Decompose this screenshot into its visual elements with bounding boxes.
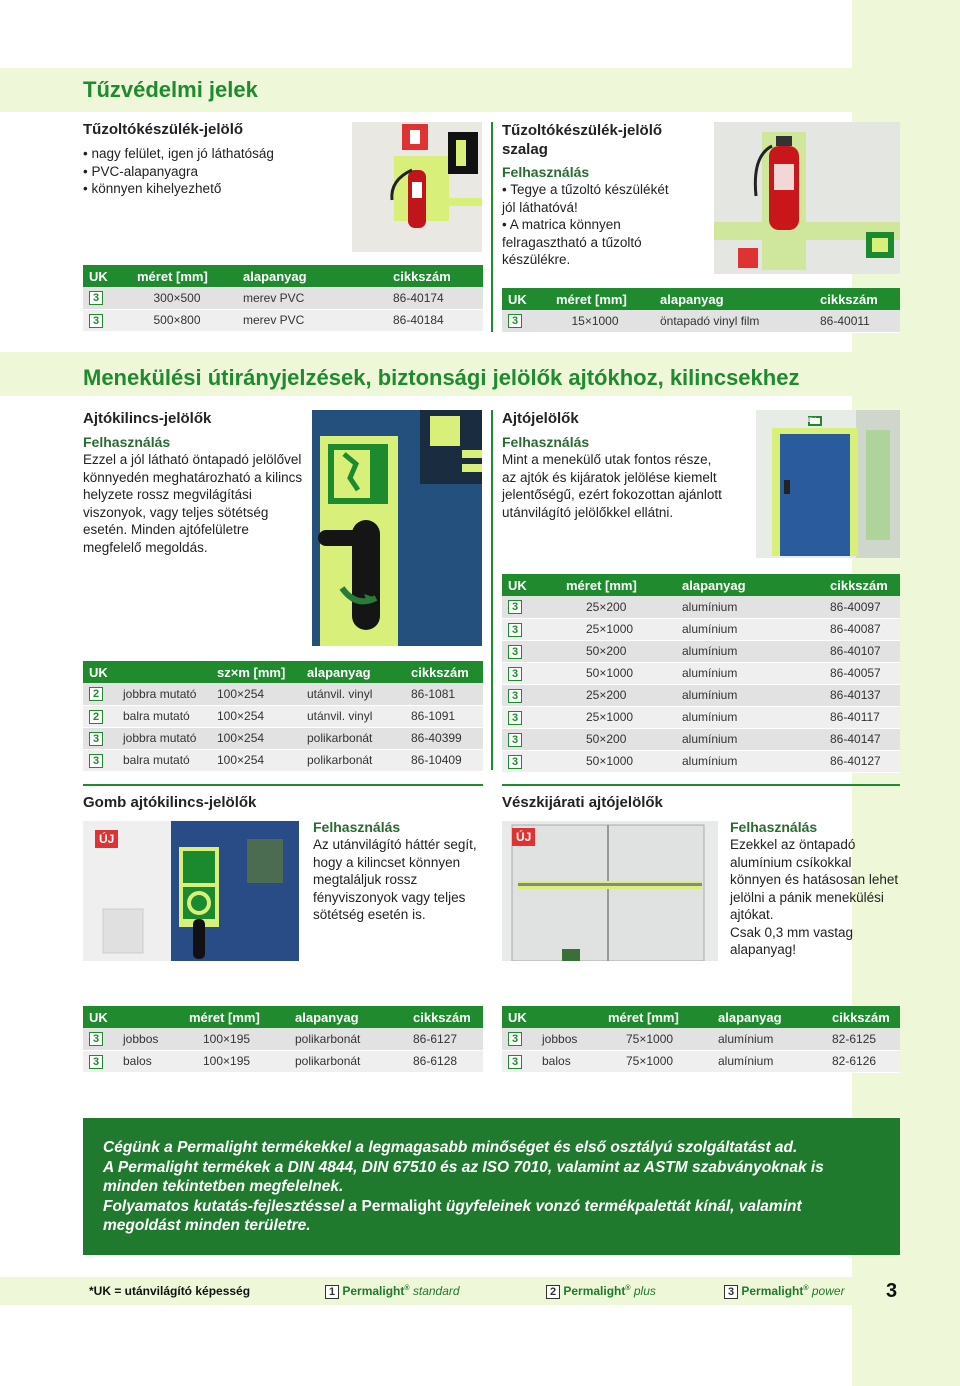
usage-label: Felhasználás: [502, 164, 590, 180]
level-badge: 3: [508, 755, 522, 769]
section3-table: [83, 661, 483, 772]
section-title-door-markers: Ajtójelölők: [502, 410, 579, 427]
cell-material: alumínium: [676, 684, 824, 706]
cell-material: polikarbonát: [301, 749, 405, 771]
level-badge: 3: [508, 667, 522, 681]
level-badge: 2: [546, 1285, 560, 1299]
cell-size: 50×1000: [536, 662, 676, 684]
banner-text: Folyamatos kutatás-fejlesztéssel a: [103, 1197, 358, 1215]
table-row: [502, 728, 900, 750]
banner-text: ügyfeleinek vonzó termékpalettát kínál, valamint megoldást minden területre.: [103, 1197, 802, 1234]
section6-note: Csak 0,3 mm vastag alapanyag!: [730, 924, 854, 957]
col-header: UK: [83, 661, 117, 683]
col-header: [536, 1006, 586, 1028]
cell-material: alumínium: [676, 640, 824, 662]
cell-material: alumínium: [712, 1050, 826, 1072]
level-badge: 2: [89, 710, 103, 724]
cell-size: 300×500: [117, 287, 237, 309]
cell-code: 86-1091: [405, 705, 483, 727]
section5-text: Az utánvilágító háttér segít, hogy a kilincset könnyen megtaláljuk rossz fényviszonyok vagy teljes sötétség esetén is.: [313, 837, 477, 922]
section-title-handle-markers: Ajtókilincs-jelölők: [83, 410, 212, 427]
cell-size: 75×1000: [586, 1028, 712, 1050]
usage-label: Felhasználás: [502, 434, 590, 450]
col-header: UK: [83, 265, 117, 287]
level-badge: 3: [89, 1032, 103, 1046]
usage-label: Felhasználás: [313, 819, 401, 835]
cell-size: 100×254: [211, 705, 301, 727]
section-rule: [502, 784, 900, 786]
usage-label: Felhasználás: [83, 434, 171, 450]
cell-code: 86-40184: [387, 309, 483, 331]
col-header: UK: [83, 1006, 117, 1028]
cell-code: 86-40117: [824, 706, 900, 728]
cell-size: 50×200: [536, 640, 676, 662]
level-badge: 3: [508, 733, 522, 747]
cell-code: 86-40127: [824, 750, 900, 772]
section6-text: [730, 836, 900, 959]
level-badge: 1: [325, 1285, 339, 1299]
bullet: • A matrica könnyen felragasztható a tűzoltó készülékre.: [502, 216, 682, 269]
cell-material: alumínium: [676, 728, 824, 750]
level-badge: 2: [89, 687, 103, 701]
legend-type: standard: [412, 1284, 460, 1298]
cell-material: alumínium: [676, 706, 824, 728]
new-badge: ÚJ: [95, 830, 118, 848]
col-header: méret [mm]: [117, 265, 237, 287]
col-header: alapanyag: [237, 265, 387, 287]
table-row: [502, 750, 900, 772]
col-header: cikkszám: [826, 1006, 900, 1028]
registered-mark: ®: [404, 1285, 410, 1292]
table-row: [83, 727, 483, 749]
table-row: [502, 684, 900, 706]
cell-material: polikarbonát: [289, 1050, 407, 1072]
section-rule: [83, 784, 483, 786]
cell-size: 500×800: [117, 309, 237, 331]
col-header: UK: [502, 1006, 536, 1028]
cell-size: 25×200: [536, 684, 676, 706]
table-row: [83, 749, 483, 771]
cell-code: 82-6126: [826, 1050, 900, 1072]
banner-line: A Permalight termékek a DIN 4844, DIN 67510 és az ISO 7010, valamint az ASTM szabványoknak is minden tekintetben megfelelnek.: [103, 1158, 824, 1195]
level-badge: 3: [89, 291, 103, 305]
door-marker-photo: [756, 410, 900, 558]
cell-size: 50×1000: [536, 750, 676, 772]
cell-code: 86-40174: [387, 287, 483, 309]
level-badge: 3: [508, 314, 522, 328]
section3-text: Ezzel a jól látható öntapadó jelölővel könnyedén meghatározható a kilincs helyzete rossz megvilágítási viszonyok, vagy teljes sötétség esetén. Minden ajtófelületre megfelelő megoldás.: [83, 452, 303, 555]
legend-brand: Permalight: [342, 1284, 405, 1298]
banner-line: [103, 1197, 880, 1236]
brand-name: Permalight: [361, 1197, 442, 1215]
table-row: [502, 618, 900, 640]
col-header: cikkszám: [814, 288, 900, 310]
cell-code: 86-40011: [814, 310, 900, 332]
section2-table: [502, 288, 900, 333]
section6-table: [502, 1006, 900, 1073]
cell-material: polikarbonát: [301, 727, 405, 749]
cell-size: 100×195: [167, 1050, 289, 1072]
section2-bullets: [502, 181, 682, 269]
table-row: [83, 683, 483, 705]
usage-label: Felhasználás: [730, 819, 818, 835]
cell-size: 100×254: [211, 727, 301, 749]
section1-bullets: [83, 145, 274, 198]
section4-table: [502, 574, 900, 773]
legend-plus: [546, 1284, 656, 1299]
legend-brand: Permalight: [741, 1284, 804, 1298]
section4-text: Mint a menekülő utak fontos része, az ajtók és kijáratok jelölése kiemelt jelentőségű, ezért fokozottan ajánlott utánvilágító jelölőkkel ellátni.: [502, 452, 722, 520]
table-row: [502, 310, 900, 332]
cell-material: öntapadó vinyl film: [654, 310, 814, 332]
level-badge: 3: [508, 689, 522, 703]
cell-code: 86-40087: [824, 618, 900, 640]
cell-code: 82-6125: [826, 1028, 900, 1050]
table-row: [502, 640, 900, 662]
column-divider: [491, 410, 493, 770]
section-title-knob-markers: Gomb ajtókilincs-jelölők: [83, 794, 257, 811]
col-header: méret [mm]: [536, 288, 654, 310]
cell-size: 25×1000: [536, 706, 676, 728]
bullet: • könnyen kihelyezhető: [83, 180, 274, 198]
cell-material: merev PVC: [237, 287, 387, 309]
bullet: • Tegye a tűzoltó készülékét jól láthatóvá!: [502, 181, 682, 216]
section-title-extinguisher-tape: Tűzoltókészülék-jelölő szalag: [502, 122, 663, 158]
col-header: [117, 1006, 167, 1028]
cell-material: merev PVC: [237, 309, 387, 331]
cell-code: 86-6127: [407, 1028, 483, 1050]
col-header: méret [mm]: [167, 1006, 289, 1028]
section1-table-wrap: [83, 265, 483, 332]
level-badge: 3: [508, 1032, 522, 1046]
bullet: • nagy felület, igen jó láthatóság: [83, 145, 274, 163]
cell-material: alumínium: [676, 618, 824, 640]
col-header: sz×m [mm]: [211, 661, 301, 683]
section4-table-wrap: [502, 574, 900, 773]
page-title: Tűzvédelmi jelek: [83, 77, 258, 102]
cell-size: 25×1000: [536, 618, 676, 640]
cell-material: utánvil. vinyl: [301, 705, 405, 727]
cell-name: jobbos: [117, 1028, 167, 1050]
cell-size: 25×200: [536, 596, 676, 618]
page-number: 3: [886, 1280, 898, 1302]
section-title-emergency-door-markers: Vészkijárati ajtójelölők: [502, 794, 663, 811]
section-heading-escape-signs: Menekülési útirányjelzések, biztonsági jelölők ajtókhoz, kilincsekhez: [83, 365, 800, 390]
level-badge: 3: [508, 623, 522, 637]
table-row: [502, 1028, 900, 1050]
col-header: alapanyag: [654, 288, 814, 310]
banner-line: Cégünk a Permalight termékekkel a legmagasabb minőséget és első osztályú szolgáltatást ad.: [103, 1139, 798, 1156]
cell-name: balra mutató: [117, 705, 211, 727]
col-header: alapanyag: [301, 661, 405, 683]
section3-table-wrap: [83, 661, 483, 772]
registered-mark: ®: [625, 1285, 631, 1292]
col-header: cikkszám: [824, 574, 900, 596]
section6-paragraph: Ezekkel az öntapadó alumínium csíkokkal könnyen és hatásosan lehet jelölni a pánik menekülési ajtókat.: [730, 837, 899, 922]
level-badge: 3: [724, 1285, 738, 1299]
table-row: [502, 662, 900, 684]
cell-code: 86-6128: [407, 1050, 483, 1072]
exit-sign-text: EX: [808, 418, 817, 424]
cell-material: alumínium: [712, 1028, 826, 1050]
table-row: [83, 287, 483, 309]
legend-brand: Permalight: [563, 1284, 626, 1298]
cell-name: jobbra mutató: [117, 683, 211, 705]
new-badge: ÚJ: [512, 828, 535, 846]
cell-name: balos: [536, 1050, 586, 1072]
cell-material: alumínium: [676, 596, 824, 618]
cell-code: 86-1081: [405, 683, 483, 705]
col-header: UK: [502, 288, 536, 310]
level-badge: 3: [508, 711, 522, 725]
col-header: cikkszám: [387, 265, 483, 287]
cell-name: balra mutató: [117, 749, 211, 771]
level-badge: 3: [89, 314, 103, 328]
col-header: alapanyag: [712, 1006, 826, 1028]
cell-code: 86-40399: [405, 727, 483, 749]
level-badge: 3: [89, 732, 103, 746]
legend-power: [724, 1284, 845, 1299]
extinguisher-sign-photo: [352, 122, 482, 252]
col-header: UK: [502, 574, 536, 596]
cell-material: polikarbonát: [289, 1028, 407, 1050]
registered-mark: ®: [803, 1285, 809, 1292]
cell-material: alumínium: [676, 750, 824, 772]
cell-size: 100×195: [167, 1028, 289, 1050]
section5-table-wrap: [83, 1006, 483, 1073]
cell-material: alumínium: [676, 662, 824, 684]
section5-table: [83, 1006, 483, 1073]
col-header: [117, 661, 211, 683]
cell-code: 86-10409: [405, 749, 483, 771]
legend-standard: [325, 1284, 460, 1299]
table-row: [83, 1050, 483, 1072]
level-badge: 3: [508, 1055, 522, 1069]
uk-legend: *UK = utánvilágító képesség: [89, 1284, 251, 1298]
level-badge: 3: [89, 1055, 103, 1069]
cell-name: jobbos: [536, 1028, 586, 1050]
level-badge: 3: [89, 754, 103, 768]
section6-table-wrap: [502, 1006, 900, 1073]
legend-type: plus: [633, 1284, 656, 1298]
table-row: [83, 1028, 483, 1050]
cell-code: 86-40097: [824, 596, 900, 618]
col-header: méret [mm]: [536, 574, 676, 596]
extinguisher-tape-photo: [714, 122, 900, 274]
table-row: [502, 706, 900, 728]
section2-table-wrap: [502, 288, 900, 333]
table-row: [83, 705, 483, 727]
column-divider: [491, 122, 493, 332]
cell-code: 86-40147: [824, 728, 900, 750]
col-header: cikkszám: [405, 661, 483, 683]
cell-material: utánvil. vinyl: [301, 683, 405, 705]
legend-type: power: [811, 1284, 845, 1298]
cell-name: jobbra mutató: [117, 727, 211, 749]
table-row: [502, 596, 900, 618]
cell-size: 100×254: [211, 749, 301, 771]
permalight-banner: [83, 1118, 900, 1255]
level-badge: 3: [508, 600, 522, 614]
col-header: méret [mm]: [586, 1006, 712, 1028]
door-handle-sign-photo: [312, 410, 482, 646]
cell-code: 86-40137: [824, 684, 900, 706]
cell-size: 100×254: [211, 683, 301, 705]
col-header: alapanyag: [676, 574, 824, 596]
cell-size: 15×1000: [536, 310, 654, 332]
section-title-extinguisher-marker: Tűzoltókészülék-jelölő: [83, 121, 244, 138]
bullet: • PVC-alapanyagra: [83, 163, 274, 181]
col-header: cikkszám: [407, 1006, 483, 1028]
cell-name: balos: [117, 1050, 167, 1072]
cell-code: 86-40107: [824, 640, 900, 662]
table-row: [83, 309, 483, 331]
cell-code: 86-40057: [824, 662, 900, 684]
level-badge: 3: [508, 645, 522, 659]
table-row: [502, 1050, 900, 1072]
section1-table: [83, 265, 483, 332]
col-header: alapanyag: [289, 1006, 407, 1028]
cell-size: 50×200: [536, 728, 676, 750]
cell-size: 75×1000: [586, 1050, 712, 1072]
